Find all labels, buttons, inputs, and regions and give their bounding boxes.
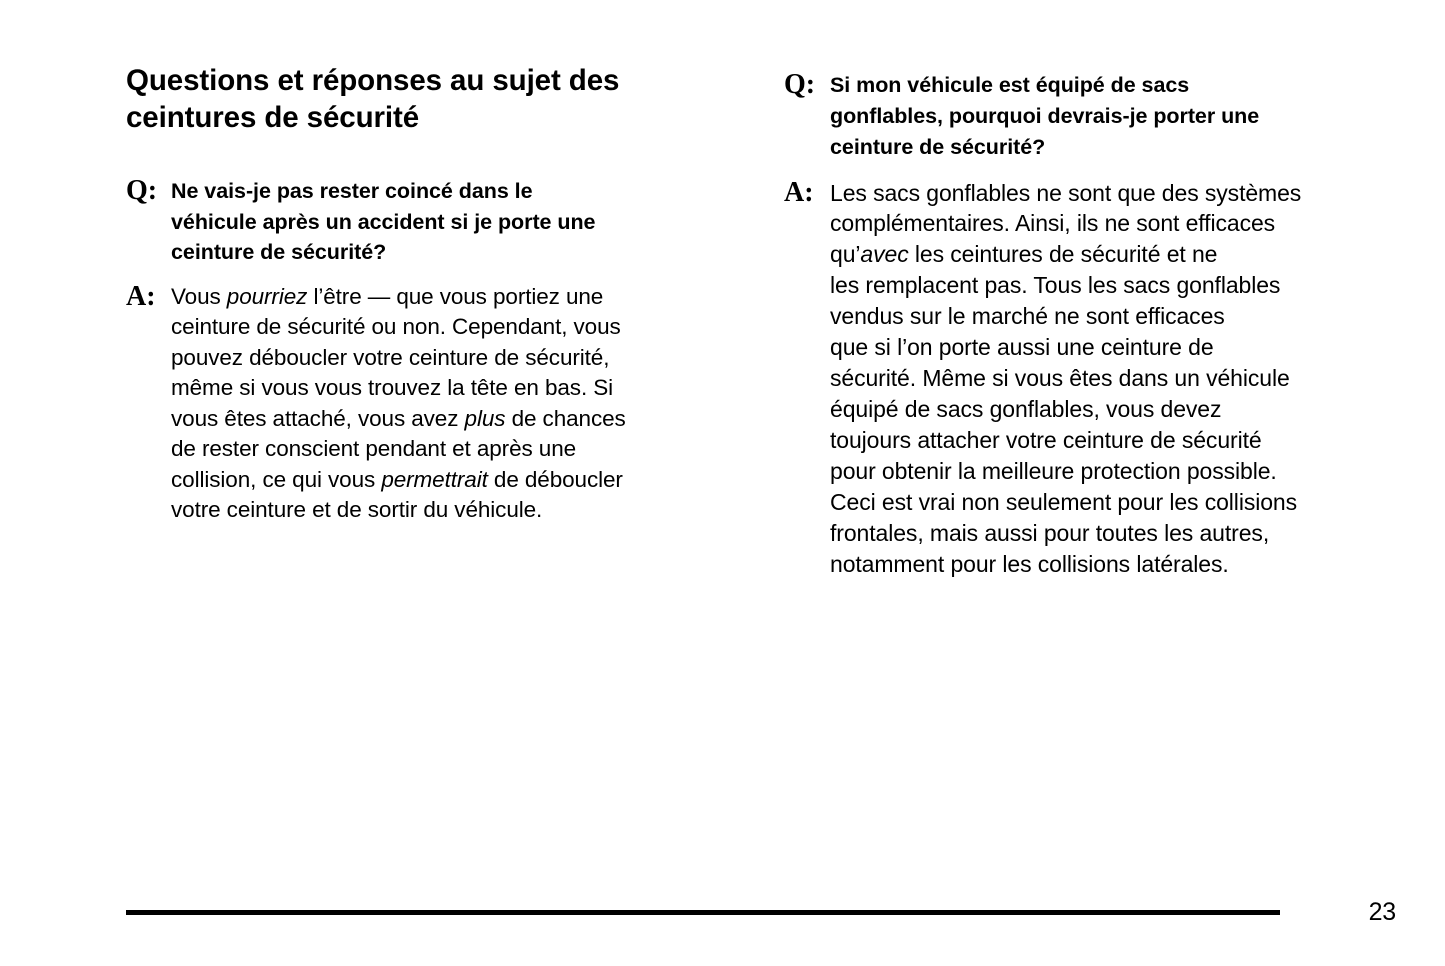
answer-line: notamment pour les collisions latérales. bbox=[830, 550, 1229, 577]
answer-line: complémentaires. Ainsi, ils ne sont efficaces bbox=[830, 210, 1276, 237]
answer-line: que si l’on porte aussi une ceinture de bbox=[830, 334, 1214, 361]
answer-line: même si vous vous trouvez la tête en bas. Si bbox=[171, 375, 614, 401]
page-number: 23 bbox=[1368, 898, 1396, 926]
qa-item-answer-left bbox=[126, 282, 726, 526]
emphasis-permettrait: permettrait bbox=[381, 466, 488, 492]
answer-text-right bbox=[830, 178, 1399, 580]
question-line: véhicule après un accident si je porte une bbox=[171, 209, 596, 234]
answer-line: ceinture de sécurité ou non. Cependant, vous bbox=[171, 314, 621, 340]
answer-line: Vous pourriez l’être — que vous portiez une bbox=[171, 283, 604, 309]
answer-line: pouvez déboucler votre ceinture de sécurité, bbox=[171, 344, 610, 370]
left-column bbox=[126, 62, 726, 526]
qa-item-answer-right bbox=[784, 178, 1399, 580]
question-line: ceinture de sécurité? bbox=[830, 135, 1046, 160]
right-column bbox=[784, 70, 1399, 580]
answer-line: sécurité. Même si vous êtes dans un véhicule bbox=[830, 365, 1290, 392]
question-marker: Q: bbox=[126, 175, 158, 207]
answer-line: équipé de sacs gonflables, vous devez bbox=[830, 395, 1222, 422]
answer-line: frontales, mais aussi pour toutes les autres, bbox=[830, 519, 1270, 546]
question-line: ceinture de sécurité? bbox=[171, 240, 387, 265]
emphasis-avec: avec bbox=[860, 241, 909, 268]
footer-divider bbox=[126, 910, 1280, 915]
answer-line: toujours attacher votre ceinture de sécurité bbox=[830, 426, 1262, 453]
answer-marker: A: bbox=[126, 280, 156, 312]
answer-line: qu’avec les ceintures de sécurité et ne bbox=[830, 241, 1218, 268]
question-line: Ne vais-je pas rester coincé dans le bbox=[171, 179, 533, 204]
answer-line: votre ceinture et de sortir du véhicule. bbox=[171, 497, 543, 523]
answer-marker: A: bbox=[784, 176, 814, 208]
question-marker: Q: bbox=[784, 69, 816, 100]
question-text-right bbox=[830, 70, 1399, 164]
answer-line: vous êtes attaché, vous avez plus de chances bbox=[171, 405, 626, 431]
answer-line: Les sacs gonflables ne sont que des systèmes bbox=[830, 179, 1302, 206]
qa-item-question-right bbox=[784, 70, 1399, 164]
page-title: Questions et réponses au sujet des ceintures de sécurité bbox=[126, 64, 620, 135]
answer-text-left bbox=[171, 282, 726, 526]
answer-line: de rester conscient pendant et après une bbox=[171, 436, 577, 462]
question-text-left bbox=[171, 176, 726, 268]
answer-line: Ceci est vrai non seulement pour les collisions bbox=[830, 488, 1298, 515]
answer-line: collision, ce qui vous permettrait de déboucler bbox=[171, 466, 623, 492]
answer-line: pour obtenir la meilleure protection possible. bbox=[830, 457, 1277, 484]
question-line: gonflables, pourquoi devrais-je porter une bbox=[830, 104, 1260, 129]
emphasis-pourriez: pourriez bbox=[226, 283, 308, 309]
answer-line: les remplacent pas. Tous les sacs gonflables bbox=[830, 272, 1281, 299]
question-line: Si mon véhicule est équipé de sacs bbox=[830, 73, 1190, 97]
qa-item-question-left bbox=[126, 176, 726, 268]
emphasis-plus: plus bbox=[464, 405, 506, 431]
answer-line: vendus sur le marché ne sont efficaces bbox=[830, 303, 1225, 330]
